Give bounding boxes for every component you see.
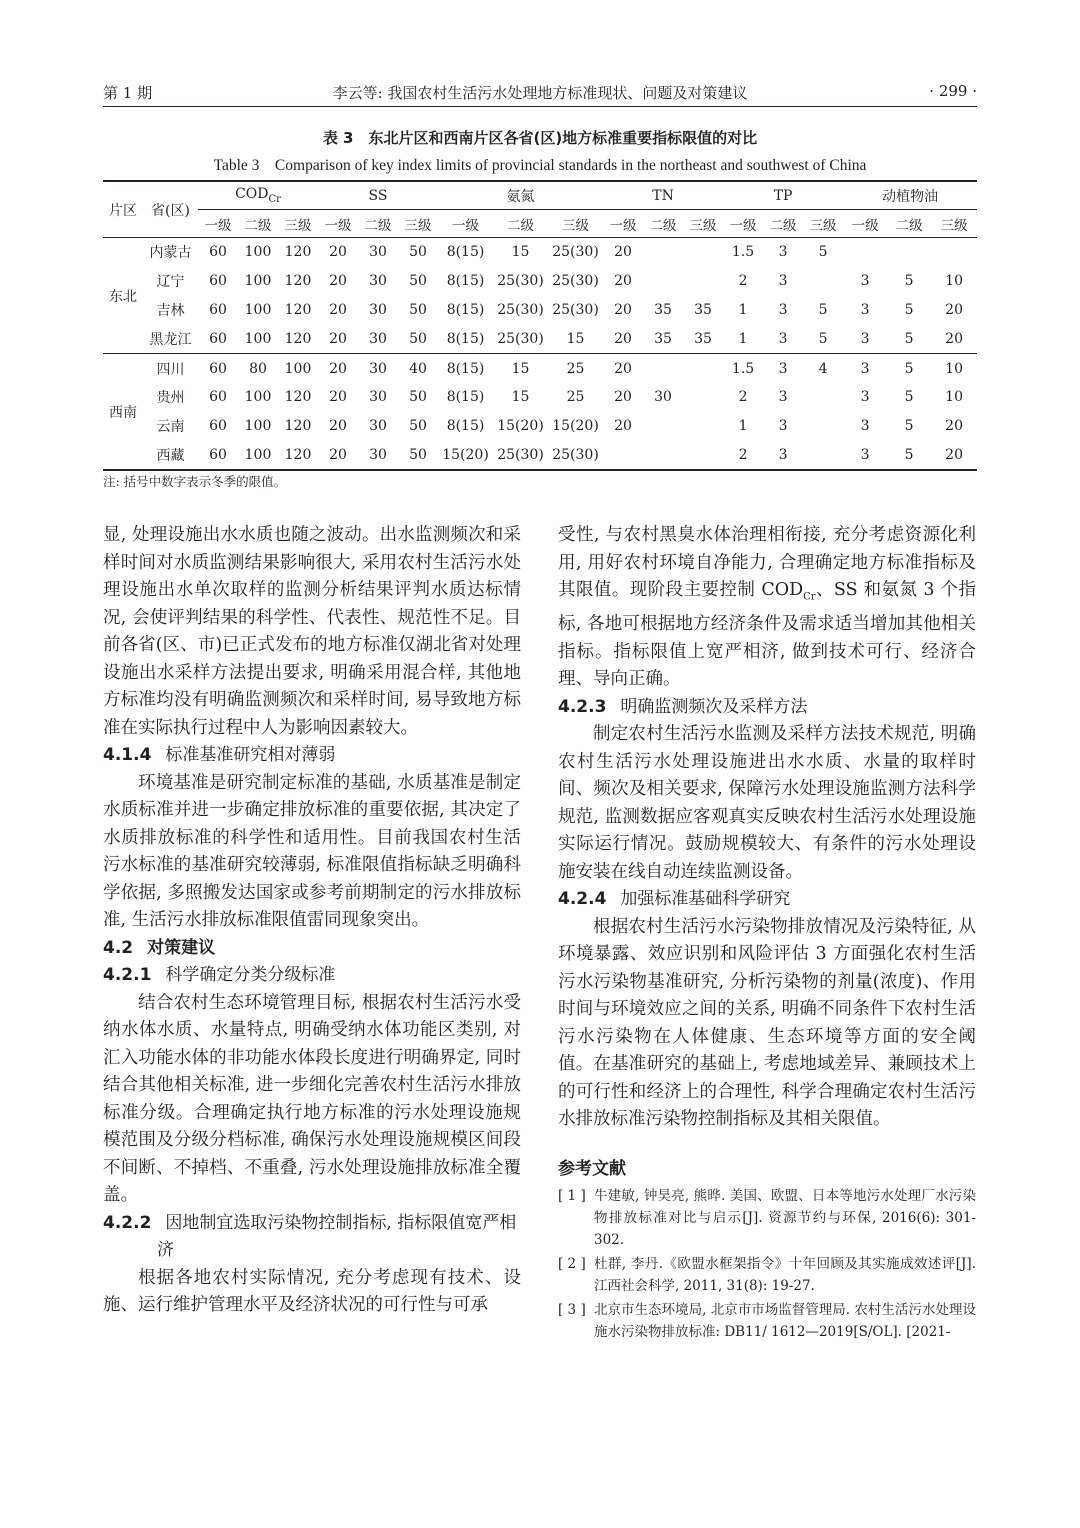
value-cell: 5 xyxy=(904,273,914,290)
paragraph: 显, 处理设施出水水质也随之波动。出水监测频次和采样时间对水质监测结果影响很大, 采用农村生活污水处理设施出水单次取样的监测分析结果评判水质达标情况, 会使评判结果的科学性、代表性、规范性不足。目前各省(区、市)已正式发布的地方标准仅湖北省对处理设施出水采样方法提出要求, 明确采用混合样, 其他地方标准均没有明确监测频次和采样时间, 易导致地方标准在实际执行过程中人为影响因素较大。 xyxy=(103,525,521,738)
table-row xyxy=(103,296,977,325)
value-cell: 60 xyxy=(198,354,238,383)
value-cell: 30 xyxy=(369,418,387,435)
value-cell: 35 xyxy=(694,301,712,318)
value-cell: 3 xyxy=(843,354,887,383)
level-header: 二级 xyxy=(887,210,931,238)
value-cell: 50 xyxy=(409,389,427,406)
value-cell: 8(15) xyxy=(446,301,485,318)
value-cell xyxy=(683,354,723,383)
value-cell: 120 xyxy=(284,330,312,347)
reference-item xyxy=(558,1253,976,1297)
value-cell: 30 xyxy=(369,389,387,406)
value-cell: 25 xyxy=(548,354,603,383)
reference-number: [ 3 ] xyxy=(558,1302,586,1318)
value-cell: 100 xyxy=(244,273,272,290)
value-cell: 25(30) xyxy=(548,441,603,471)
value-cell xyxy=(843,238,887,267)
references-list xyxy=(558,1185,976,1343)
value-cell: 60 xyxy=(209,301,227,318)
section-title: 明确监测频次及采样方法 xyxy=(620,696,808,717)
cod-label: COD xyxy=(235,186,269,203)
value-cell: 120 xyxy=(278,441,318,471)
table-note: 注: 括号中数字表示冬季的限值。 xyxy=(103,474,287,489)
value-cell: 20 xyxy=(945,301,963,318)
value-cell: 1 xyxy=(738,330,748,347)
level-header: 三级 xyxy=(278,210,318,238)
right-column xyxy=(558,522,976,1343)
cod-subscript: Cr xyxy=(268,193,281,205)
paragraph-part: 受性, 与农村黑臭水体治理相衔接, 充分考虑资源化利用, 用好农村环境自净能力, 合理确定地方标准指标及其限值。现阶段主要控制 COD xyxy=(558,525,976,600)
value-cell: 20 xyxy=(329,330,347,347)
value-cell: 25(30) xyxy=(497,301,544,318)
value-cell: 8(15) xyxy=(446,389,485,406)
province-cell: 吉林 xyxy=(156,302,185,319)
value-cell: 20 xyxy=(945,330,963,347)
value-cell: 25(30) xyxy=(497,330,544,347)
section-heading-4-2-2 xyxy=(103,1210,521,1265)
reference-text: 北京市生态环境局, 北京市市场监督管理局. 农村生活污水处理设施水污染物排放标准: DB11/ 1612—2019[S/OL]. [2021- xyxy=(594,1302,976,1340)
value-cell: 30 xyxy=(369,330,387,347)
level-header: 三级 xyxy=(683,210,723,238)
value-cell: 20 xyxy=(614,244,632,261)
value-cell xyxy=(643,267,683,296)
level-header: 二级 xyxy=(358,210,398,238)
reference-text: 牛建敏, 钟昊亮, 熊晔. 美国、欧盟、日本等地污水处理厂水污染物排放标准对比与启示[J]. 资源节约与环保, 2016(6): 301-302. xyxy=(594,1188,976,1248)
value-cell xyxy=(643,354,683,383)
value-cell: 20 xyxy=(945,418,963,435)
value-cell: 50 xyxy=(409,301,427,318)
value-cell: 30 xyxy=(369,301,387,318)
value-cell xyxy=(803,267,843,296)
value-cell xyxy=(643,238,683,267)
standards-table xyxy=(103,180,977,471)
value-cell: 10 xyxy=(945,273,963,290)
left-column xyxy=(103,522,521,1320)
province-cell: 内蒙古 xyxy=(149,245,192,262)
value-cell: 20 xyxy=(329,389,347,406)
level-header: 三级 xyxy=(398,210,438,238)
section-title: 科学确定分类分级标准 xyxy=(165,965,336,985)
value-cell: 15 xyxy=(511,389,530,406)
value-cell: 35 xyxy=(694,330,712,347)
table-row xyxy=(103,354,977,383)
group-ss: SS xyxy=(318,181,438,210)
value-cell: 8(15) xyxy=(438,354,493,383)
table-caption-en: Table 3 Comparison of key index limits of provincial standards in the northeast and southwest of China xyxy=(213,157,867,174)
value-cell: 15 xyxy=(566,330,585,347)
value-cell: 2 xyxy=(738,389,748,406)
value-cell: 2 xyxy=(723,441,763,471)
value-cell xyxy=(683,441,723,471)
reference-item xyxy=(558,1185,976,1251)
value-cell: 3 xyxy=(860,330,870,347)
level-header: 一级 xyxy=(318,210,358,238)
table-row xyxy=(103,383,977,412)
section-number: 4.1.4 xyxy=(103,745,152,765)
value-cell: 20 xyxy=(318,354,358,383)
region-cell: 东北 xyxy=(109,288,137,305)
page-number: · 299 · xyxy=(929,82,977,100)
section-number: 4.2.4 xyxy=(558,889,607,909)
value-cell xyxy=(683,238,723,267)
value-cell: 3 xyxy=(778,244,788,261)
value-cell: 1.5 xyxy=(731,244,755,261)
value-cell: 15(20) xyxy=(497,418,544,435)
value-cell: 100 xyxy=(244,301,272,318)
value-cell xyxy=(683,412,723,441)
section-title: 因地制宜选取污染物控制指标, 指标限值宽严相济 xyxy=(157,1212,517,1260)
value-cell: 120 xyxy=(284,244,312,261)
value-cell: 5 xyxy=(887,441,931,471)
section-title: 标准基准研究相对薄弱 xyxy=(165,745,336,765)
group-oil: 动植物油 xyxy=(843,181,977,210)
province-cell: 黑龙江 xyxy=(149,331,192,348)
value-cell: 30 xyxy=(654,389,672,406)
value-cell: 50 xyxy=(398,441,438,471)
value-cell: 3 xyxy=(860,301,870,318)
table-row xyxy=(103,267,977,296)
value-cell xyxy=(643,412,683,441)
value-cell: 30 xyxy=(369,244,387,261)
value-cell: 25(30) xyxy=(552,273,599,290)
value-cell: 35 xyxy=(654,301,672,318)
value-cell: 25(30) xyxy=(493,441,548,471)
section-title: 加强标准基础科学研究 xyxy=(620,889,791,909)
value-cell xyxy=(803,412,843,441)
issue-number: 第 1 期 xyxy=(103,84,153,102)
section-title: 对策建议 xyxy=(147,937,216,958)
value-cell: 100 xyxy=(244,244,272,261)
value-cell: 3 xyxy=(778,273,788,290)
paragraph: 根据农村生活污水污染物排放情况及污染特征, 从环境暴露、效应识别和风险评估 3 方面强化农村生活污水污染物基准研究, 分析污染物的剂量(浓度)、作用时间与环境效应之间的关系, 明确不同条件下农村生活污水污染物在人体健康、生态环境等方面的安全阈值。在基准研究的基础上, 考虑地域差异、兼顾技术上的可行性和经济上的合理性, 科学合理确定农村生活污水排放标准污染物控制指标及其相关限值。 xyxy=(558,916,976,1129)
level-header: 一级 xyxy=(723,210,763,238)
value-cell: 60 xyxy=(209,273,227,290)
value-cell: 5 xyxy=(818,330,828,347)
level-header: 一级 xyxy=(198,210,238,238)
value-cell: 100 xyxy=(244,330,272,347)
value-cell: 40 xyxy=(398,354,438,383)
value-cell: 4 xyxy=(803,354,843,383)
table-row xyxy=(103,441,977,471)
value-cell: 5 xyxy=(904,418,914,435)
paragraph: 环境基准是研究制定标准的基础, 水质基准是制定水质标准并进一步确定排放标准的重要依据, 其决定了水质排放标准的科学性和适用性。目前我国农村生活污水标准的基准研究较薄弱, 标准限值指标缺乏明确科学依据, 多照搬发达国家或参考前期制定的污水排放标准, 生活污水排放标准限值雷同现象突出。 xyxy=(103,772,521,930)
running-title: 李云等: 我国农村生活污水处理地方标准现状、问题及对策建议 xyxy=(332,84,748,102)
value-cell: 50 xyxy=(409,273,427,290)
value-cell xyxy=(803,383,843,412)
section-number: 4.2 xyxy=(103,937,134,958)
value-cell: 5 xyxy=(818,244,828,261)
value-cell: 3 xyxy=(860,389,870,406)
province-cell: 贵州 xyxy=(156,390,185,407)
value-cell: 2 xyxy=(738,273,748,290)
value-cell: 60 xyxy=(209,389,227,406)
section-number: 4.2.3 xyxy=(558,696,607,717)
paragraph xyxy=(558,522,976,694)
value-cell: 120 xyxy=(284,418,312,435)
section-number: 4.2.1 xyxy=(103,965,152,985)
col-province-header: 省(区) xyxy=(143,181,198,238)
level-header: 三级 xyxy=(803,210,843,238)
reference-item xyxy=(558,1299,976,1343)
level-header: 一级 xyxy=(843,210,887,238)
value-cell: 60 xyxy=(209,418,227,435)
value-cell: 3 xyxy=(843,441,887,471)
value-cell: 15(20) xyxy=(438,441,493,471)
value-cell: 60 xyxy=(198,441,238,471)
value-cell: 80 xyxy=(238,354,278,383)
province-cell: 西藏 xyxy=(143,441,198,471)
table-caption-zh: 表 3 东北片区和西南片区各省(区)地方标准重要指标限值的对比 xyxy=(322,129,758,147)
col-region-header: 片区 xyxy=(103,181,143,238)
value-cell: 100 xyxy=(244,418,272,435)
level-header: 二级 xyxy=(238,210,278,238)
value-cell: 50 xyxy=(409,330,427,347)
reference-number: [ 2 ] xyxy=(558,1256,586,1272)
value-cell: 3 xyxy=(860,418,870,435)
level-header: 二级 xyxy=(643,210,683,238)
value-cell: 100 xyxy=(238,441,278,471)
value-cell: 15 xyxy=(511,244,530,261)
value-cell: 20 xyxy=(614,330,632,347)
references-title: 参考文献 xyxy=(558,1158,626,1179)
level-header: 三级 xyxy=(931,210,977,238)
value-cell: 5 xyxy=(904,301,914,318)
value-cell: 3 xyxy=(778,301,788,318)
value-cell: 15 xyxy=(493,354,548,383)
value-cell: 30 xyxy=(369,273,387,290)
value-cell: 25(30) xyxy=(497,273,544,290)
value-cell: 8(15) xyxy=(446,244,485,261)
value-cell: 3 xyxy=(763,354,803,383)
value-cell: 20 xyxy=(931,441,977,471)
value-cell: 15(20) xyxy=(552,418,599,435)
group-ammonia: 氨氮 xyxy=(438,181,603,210)
value-cell xyxy=(683,383,723,412)
reference-text: 杜群, 李丹.《欧盟水框架指令》十年回顾及其实施成效述评[J]. 江西社会科学, 2011, 31(8): 19-27. xyxy=(594,1256,976,1294)
value-cell: 20 xyxy=(329,244,347,261)
section-heading-4-2-1 xyxy=(103,962,521,990)
value-cell xyxy=(887,238,931,267)
level-header: 一级 xyxy=(438,210,493,238)
value-cell: 10 xyxy=(931,354,977,383)
value-cell: 120 xyxy=(284,301,312,318)
value-cell: 25 xyxy=(566,389,585,406)
section-number: 4.2.2 xyxy=(103,1212,152,1233)
value-cell xyxy=(603,441,643,471)
value-cell xyxy=(683,267,723,296)
table-row xyxy=(103,238,977,267)
value-cell: 8(15) xyxy=(446,273,485,290)
value-cell: 20 xyxy=(329,273,347,290)
group-cod xyxy=(198,181,318,210)
value-cell: 20 xyxy=(614,418,632,435)
level-header: 二级 xyxy=(763,210,803,238)
value-cell: 3 xyxy=(763,441,803,471)
value-cell: 30 xyxy=(358,354,398,383)
value-cell: 100 xyxy=(244,389,272,406)
region-cell: 西南 xyxy=(103,354,143,471)
section-heading-4-2-3 xyxy=(558,694,976,722)
value-cell: 5 xyxy=(887,354,931,383)
value-cell: 20 xyxy=(614,301,632,318)
value-cell: 20 xyxy=(329,301,347,318)
value-cell xyxy=(803,441,843,471)
group-tp: TP xyxy=(723,181,843,210)
value-cell: 25(30) xyxy=(552,301,599,318)
value-cell: 100 xyxy=(278,354,318,383)
value-cell: 20 xyxy=(603,354,643,383)
value-cell: 5 xyxy=(904,330,914,347)
level-header: 一级 xyxy=(603,210,643,238)
value-cell: 30 xyxy=(358,441,398,471)
section-heading-4-2 xyxy=(103,935,521,963)
paragraph: 根据各地农村实际情况, 充分考虑现有技术、设施、运行维护管理水平及经济状况的可行性与可承 xyxy=(103,1267,521,1315)
value-cell: 1 xyxy=(738,418,748,435)
table-row xyxy=(103,412,977,441)
section-heading-4-2-4 xyxy=(558,886,976,914)
province-cell: 辽宁 xyxy=(156,274,185,291)
value-cell: 10 xyxy=(945,389,963,406)
value-cell: 8(15) xyxy=(446,418,485,435)
province-cell: 云南 xyxy=(156,419,185,436)
value-cell: 60 xyxy=(209,330,227,347)
section-heading-4-1-4 xyxy=(103,742,521,770)
value-cell: 35 xyxy=(654,330,672,347)
group-tn: TN xyxy=(603,181,723,210)
value-cell: 5 xyxy=(818,301,828,318)
value-cell: 25(30) xyxy=(552,244,599,261)
value-cell: 50 xyxy=(409,418,427,435)
value-cell: 5 xyxy=(904,389,914,406)
value-cell: 8(15) xyxy=(446,330,485,347)
level-header-row xyxy=(103,210,977,238)
value-cell: 20 xyxy=(329,418,347,435)
value-cell: 50 xyxy=(409,244,427,261)
value-cell: 3 xyxy=(860,273,870,290)
value-cell: 20 xyxy=(614,389,632,406)
value-cell: 3 xyxy=(778,389,788,406)
table-body xyxy=(103,238,977,471)
table-row xyxy=(103,324,977,353)
value-cell: 3 xyxy=(778,418,788,435)
running-header xyxy=(103,80,977,107)
value-cell: 60 xyxy=(209,244,227,261)
value-cell: 120 xyxy=(284,389,312,406)
paragraph-part: 、SS 和氨氮 3 个指标, 各地可根据地方经济条件及需求适当增加其他相关指标。指标限值上宽严相济, 做到技术可行、经济合理、导向正确。 xyxy=(558,580,976,689)
paragraph: 制定农村生活污水监测及采样方法技术规范, 明确农村生活污水处理设施进出水水质、水量的取样时间、频次及相关要求, 保障污水处理设施监测方法科学规范, 监测数据应客观真实反映农村生活污水处理设施实际运行情况。鼓励规模较大、有条件的污水处理设施安装在线自动连续监测设备。 xyxy=(558,724,976,882)
value-cell: 1 xyxy=(738,301,748,318)
value-cell xyxy=(643,441,683,471)
level-header: 三级 xyxy=(548,210,603,238)
paragraph: 结合农村生态环境管理目标, 根据农村生活污水受纳水体水质、水量特点, 明确受纳水体功能区类别, 对汇入功能水体的非功能水体段长度进行明确界定, 同时结合其他相关标准, 进一步细化完善农村生活污水排放标准分级。合理确定执行地方标准的污水处理设施规模范围及分级分档标准, 确保污水处理设施规模区间段不间断、不掉档、不重叠, 污水处理设施排放标准全覆盖。 xyxy=(103,992,521,1205)
value-cell: 20 xyxy=(318,441,358,471)
reference-number: [ 1 ] xyxy=(558,1188,586,1204)
value-cell xyxy=(931,238,977,267)
level-header: 二级 xyxy=(493,210,548,238)
value-cell: 20 xyxy=(614,273,632,290)
province-cell: 四川 xyxy=(143,354,198,383)
cod-subscript: Cr xyxy=(803,591,816,603)
value-cell: 120 xyxy=(284,273,312,290)
value-cell: 1.5 xyxy=(723,354,763,383)
value-cell: 3 xyxy=(778,330,788,347)
